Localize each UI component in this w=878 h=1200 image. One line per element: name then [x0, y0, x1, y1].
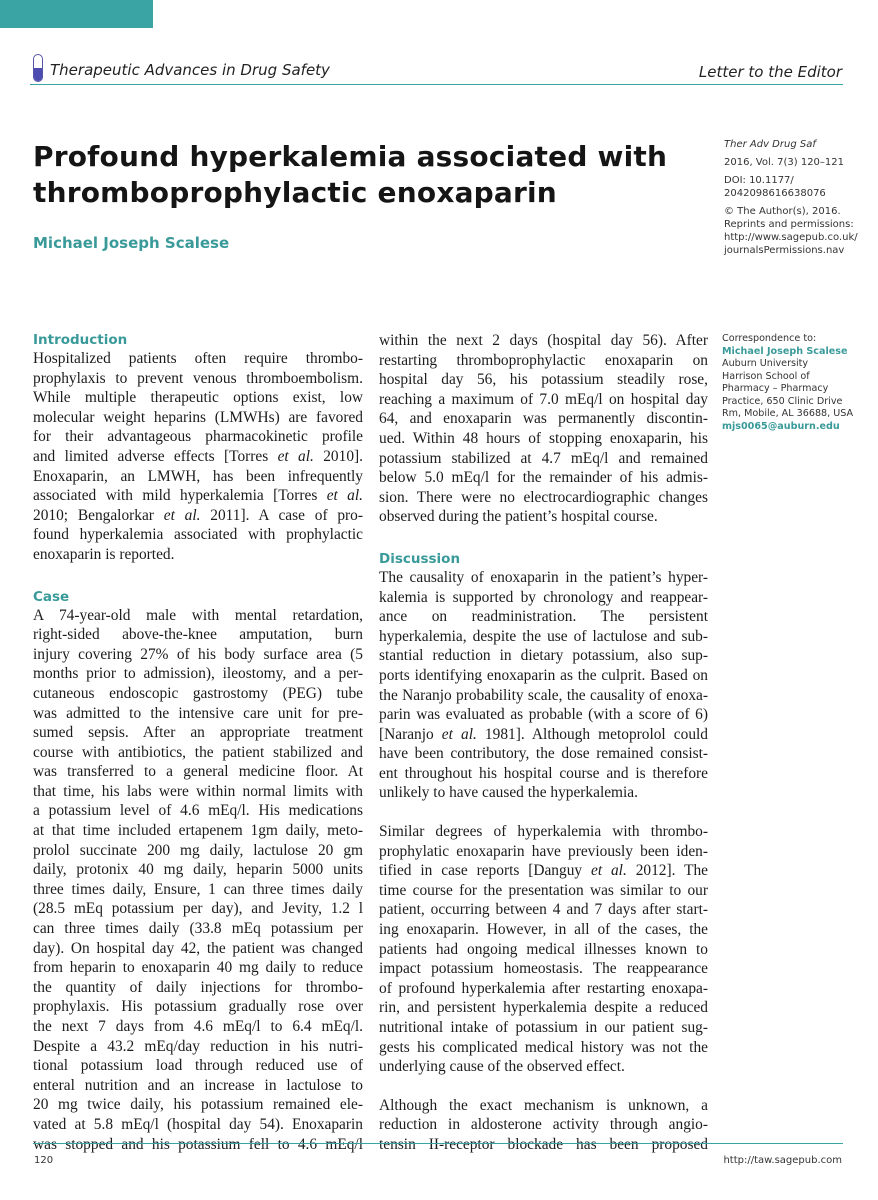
text-line: the next 7 days from 4.6 mEq/l to 6.4 mEq/l.: [33, 1018, 363, 1035]
text-line: parin was evaluated as probable (with a score of 6): [379, 706, 708, 724]
text-line: [Naranjo et al. 1981]. Although metoprolol could: [379, 725, 708, 743]
text-line: was admitted to the intensive care unit for pre-: [33, 704, 363, 722]
footer-divider: [33, 1143, 843, 1144]
text-line: ent throughout his hospital course and is therefore: [379, 764, 708, 782]
text-line: reaching a maximum of 7.0 mEq/l on hospital day: [379, 390, 708, 408]
text-line: was transferred to a general medicine floor. At: [33, 763, 363, 781]
text-line: sion. There were no electrocardiographic changes: [379, 488, 708, 506]
text-line: ued. Within 48 hours of stopping enoxaparin, his: [379, 429, 708, 447]
text-line: the Naranjo probability scale, the causality of enoxa-: [379, 686, 708, 704]
text-line: hospital day 56, his potassium steadily rose,: [379, 371, 708, 389]
text-line: ing enoxaparin. However, in all of the cases, the: [379, 921, 708, 939]
discussion-paragraph-3: [379, 1096, 708, 1155]
text-line: months prior to admission), ileostomy, and a per-: [33, 665, 363, 683]
text-line: Although the exact mechanism is unknown, a: [379, 1096, 708, 1114]
text-line: observed during the patient’s hospital course.: [379, 508, 658, 526]
text-line: daily, protonix 40 mg daily, heparin 5000 units: [33, 861, 363, 879]
title-line-1: Profound hyperkalemia associated with: [33, 140, 668, 173]
page-number: 120: [34, 1155, 54, 1166]
text-line: within the next 2 days (hospital day 56). After: [379, 332, 708, 349]
text-line: tensin II-receptor blockade has been proposed: [379, 1135, 708, 1153]
text-line: enteral nutrition and an increase in lactulose to: [33, 1076, 363, 1094]
text-line: underlying cause of the observed effect.: [379, 1058, 625, 1076]
meta-doi-2: 2042098616638076: [724, 188, 826, 199]
case-heading: Case: [33, 588, 70, 605]
text-line: ports identifying enoxaparin as the culprit. Based on: [379, 666, 708, 684]
text-line: at that time included ertapenem 1gm daily, meto-: [33, 822, 363, 840]
text-line: rin, and persistent hyperkalemia despite a reduced: [379, 999, 708, 1017]
text-line: molecular weight heparins (LMWHs) are favored: [33, 408, 363, 426]
text-line: from heparin to enoxaparin 40 mg daily to reduce: [33, 959, 363, 977]
meta-doi-1: DOI: 10.1177/: [724, 175, 794, 186]
article-title: [33, 139, 673, 211]
left-column: [33, 331, 363, 1154]
text-line: time course for the presentation was similar to our: [379, 881, 708, 899]
case-continued-paragraph: [379, 331, 708, 527]
text-line: that time, his labs were within normal limits with: [33, 782, 363, 800]
text-line: Hospitalized patients often require thrombo-: [33, 350, 363, 367]
meta-reprints: Reprints and permissions:: [724, 219, 854, 230]
text-line: cutaneous endoscopic gastrostomy (PEG) tube: [33, 684, 363, 702]
discussion-paragraph-1: [379, 568, 708, 803]
corr-addr-3: Pharmacy – Pharmacy: [722, 383, 829, 394]
article-type: Letter to the Editor: [698, 63, 842, 81]
text-line: and limited adverse effects [Torres et al. 2010].: [33, 447, 363, 465]
text-line: 64, and enoxaparin was permanently discontin-: [379, 410, 708, 428]
text-line: prophylaxis to prevent venous thromboembolism.: [33, 369, 363, 387]
text-line: prolol succinate 200 mg daily, lactulose 20 gm: [33, 841, 363, 859]
corr-addr-1: Auburn University: [722, 358, 809, 369]
meta-journal-abbrev: Ther Adv Drug Saf: [724, 139, 816, 150]
text-line: reduction in aldosterone activity through angio-: [379, 1116, 708, 1134]
discussion-paragraph-2: [379, 822, 708, 1077]
text-line: three times daily, Ensure, 1 can three times daily: [33, 880, 363, 898]
text-line: day). On hospital day 42, the patient was changed: [33, 939, 363, 957]
discussion-heading: Discussion: [379, 550, 461, 567]
meta-volume: 2016, Vol. 7(3) 120–121: [724, 157, 845, 168]
text-line: restarting thromboprophylactic enoxaparin on: [379, 351, 708, 369]
text-line: tional potassium load through reduced use of: [33, 1057, 363, 1075]
corr-email[interactable]: mjs0065@auburn.edu: [722, 420, 840, 432]
text-line: (28.5 mEq potassium per day), and Jevity, 1.2 l: [33, 900, 363, 918]
header-accent-block: [0, 0, 153, 28]
text-line: can three times daily (33.8 mEq potassium per: [33, 920, 363, 938]
meta-url-2[interactable]: journalsPermissions.nav: [724, 245, 845, 256]
text-line: nutritional intake of potassium in our patient sug-: [379, 1019, 708, 1036]
text-line: Enoxaparin, an LMWH, has been infrequently: [33, 467, 363, 485]
text-line: impact potassium homeostasis. The reappearance: [379, 960, 708, 978]
text-line: The causality of enoxaparin in the patient’s hyper-: [379, 568, 708, 586]
text-line: sumed sepsis. After an appropriate treatment: [33, 724, 363, 742]
text-line: vated at 5.8 mEq/l (hospital day 54). Enoxaparin: [33, 1115, 363, 1133]
text-line: Despite a 43.2 mEq/day reduction in his nutri-: [33, 1037, 363, 1055]
text-line: a potassium level of 4.6 mEq/l. His medications: [33, 802, 363, 820]
text-line: hyperkalemia, despite the use of lactulose and sub-: [379, 627, 708, 645]
text-line: patients had ongoing medical illnesses known to: [379, 940, 708, 958]
text-line: kalemia is supported by chronology and reappear-: [379, 588, 708, 606]
text-line: ance on readministration. The persistent: [379, 608, 708, 626]
text-line: for their advantageous pharmacokinetic profile: [33, 428, 363, 446]
text-line: patient, occurring between 4 and 7 days after start-: [379, 901, 708, 919]
text-line: potassium stabilized at 4.7 mEq/l and remained: [379, 449, 708, 467]
corr-addr-2: Harrison School of: [722, 370, 810, 382]
corr-label: Correspondence to:: [722, 333, 817, 344]
text-line: the quantity of daily injections for thrombo-: [33, 978, 363, 996]
text-line: unlikely to have caused the hyperkalemia.: [379, 784, 638, 802]
text-line: have been contributory, the dose remained consist-: [379, 745, 708, 763]
text-line: gests his complicated medical history was not the: [379, 1038, 708, 1056]
text-line: prophylaxis. His potassium gradually rose over: [33, 998, 363, 1016]
journal-name: Therapeutic Advances in Drug Safety: [50, 61, 330, 79]
pill-icon: [33, 54, 43, 82]
text-line: associated with mild hyperkalemia [Torres et al.: [33, 487, 363, 505]
text-line: prophylatic enoxaparin have previously been iden-: [379, 842, 708, 860]
text-line: was stopped and his potassium fell to 4.6 mEq/l: [33, 1135, 363, 1153]
case-paragraph: [33, 606, 363, 1155]
text-line: of profound hyperkalemia after restarting enoxapa-: [379, 979, 708, 997]
text-line: 2010; Bengalorkar et al. 2011]. A case of pro-: [33, 506, 364, 524]
title-line-2: thromboprophylactic enoxaparin: [33, 176, 557, 209]
text-line: stantial reduction in dietary potassium, also sup-: [379, 647, 708, 665]
meta-copyright: © The Author(s), 2016.: [724, 206, 841, 217]
text-line: Similar degrees of hyperkalemia with thrombo-: [379, 823, 708, 841]
intro-paragraph: [33, 349, 363, 565]
right-column: [379, 331, 708, 1155]
intro-heading: Introduction: [33, 332, 128, 348]
text-line: 20 mg twice daily, his potassium remained ele-: [33, 1096, 363, 1114]
text-line: enoxaparin is reported.: [33, 545, 175, 563]
corr-name: Michael Joseph Scalese: [722, 345, 848, 357]
journal-website[interactable]: http://taw.sagepub.com: [723, 1155, 842, 1166]
author-name: Michael Joseph Scalese: [33, 234, 230, 252]
corr-addr-4: Practice, 650 Clinic Drive: [722, 395, 843, 407]
text-line: A 74-year-old male with mental retardation,: [33, 606, 363, 624]
text-line: While multiple therapeutic options exist, low: [33, 389, 363, 407]
text-line: course with antibiotics, the patient stabilized and: [33, 743, 363, 761]
header-divider: [30, 84, 843, 85]
text-line: tified in case reports [Danguy et al. 2012]. The: [379, 862, 708, 880]
text-line: below 5.0 mEq/l for the remainder of his admis-: [379, 469, 708, 487]
article-meta: [724, 138, 858, 257]
text-line: found hyperkalemia associated with prophylactic: [33, 526, 363, 544]
meta-url-1[interactable]: http://www.sagepub.co.uk/: [724, 232, 858, 243]
text-line: right-sided above-the-knee amputation, burn: [33, 626, 363, 644]
correspondence-block: [722, 333, 857, 433]
corr-addr-5: Rm, Mobile, AL 36688, USA: [722, 408, 854, 419]
text-line: injury covering 27% of his body surface area (5: [33, 645, 363, 663]
